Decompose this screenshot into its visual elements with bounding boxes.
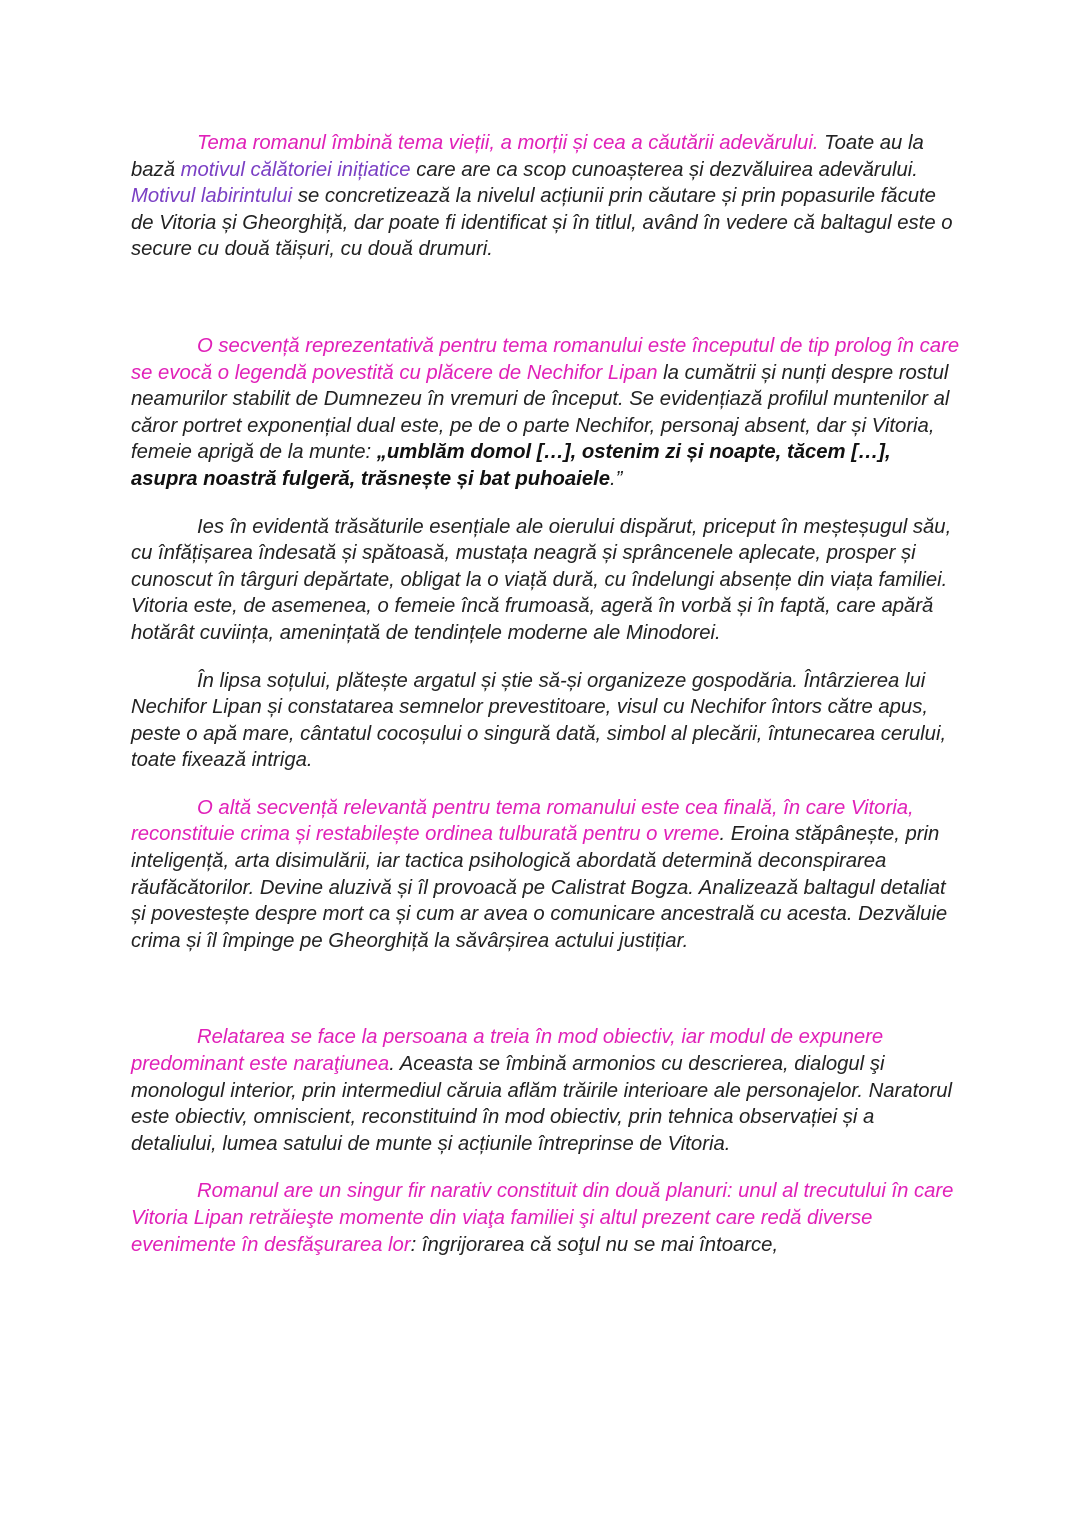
- text-span: O altă secvență relevantă pentru tema romanului este cea finală, în care Vitoria, reconstituie crima și restabilește ordinea tulburată pentru o vreme: [131, 796, 914, 846]
- paragraph-portrait: [131, 514, 961, 647]
- text-span: . Eroina stăpânește, prin inteligență, arta disimulării, iar tactica psihologică abordată determină deconspirarea răufăcătorilor. Devine aluzivă și îl provoacă pe Calistrat Bogza. Analizează baltagul detaliat și povestește despre mort ca și cum ar avea o comunicare ancestrală cu acesta. Dezvăluie crima și îl împinge pe Gheorghiță la săvârșirea actului justițiar.: [131, 823, 948, 952]
- text-span: Ies în evidentă trăsăturile esențiale ale oierului dispărut, priceput în meșteșugul său, cu înfățișarea îndesată și spătoasă, mustața neagră și sprâncenele aplecate, prosper și cunoscut în târguri depărtate, obligat la o viață dură, cu îndelungi absențe din viața familiei. Vitoria este, de asemenea, o femeie încă frumoasă, ageră în vorbă și în faptă, care apără hotărât cuviința, amenințată de tendințele moderne ale Minodorei.: [131, 515, 952, 644]
- text-span: Motivul labirintului: [131, 185, 293, 208]
- text-span: . Aceasta se îmbină armonios cu descrierea, dialogul şi monologul interior, prin intermediul căruia aflăm trăirile interioare ale personajelor. Naratorul este obiectiv, omniscient, reconstituind în mod obiectiv, prin tehnica observației și a detaliului, lumea satului de munte și acțiunile întreprinse de Vitoria.: [131, 1053, 953, 1155]
- text-span: la cumătrii și nunți despre rostul neamurilor stabilit de Dumnezeu în vremuri de început. Se evidențiază profilul muntenilor al căror portret exponențial dual este, pe de o parte Nechifor, personaj absent, dar și Vitoria, femeie aprigă de la munte:: [131, 361, 950, 464]
- text-span: O secvență reprezentativă pentru tema romanului este începutul de tip prolog în care se evocă o legendă povestită cu plăcere de Nechifor Lipan: [131, 334, 960, 384]
- paragraph-intrigue: [131, 668, 961, 774]
- text-span: .”: [610, 467, 623, 490]
- text-span: Relatarea se face la persoana a treia în mod obiectiv, iar modul de expunere predominant este naraţiunea: [131, 1026, 884, 1076]
- text-span: Toate au la bază: [131, 132, 924, 181]
- quote-span: „umblăm domol […], ostenim zi și noapte, tăcem […], asupra noastră fulgeră, trăsnește și bat puhoaiele: [131, 441, 891, 490]
- text-span: motivul călătoriei inițiatice: [180, 158, 411, 181]
- document-page: [131, 130, 961, 1258]
- paragraph-narration: [131, 1024, 961, 1157]
- text-span: Tema romanul îmbină tema vieții, a morții și cea a căutării adevărului.: [197, 132, 819, 154]
- paragraph-final-sequence: [131, 795, 961, 955]
- text-span: Romanul are un singur fir narativ constituit din două planuri: unul al trecutului în care Vitoria Lipan retrăieşte momente din viaţa familiei şi altul prezent care redă diverse evenimente în desfăşurarea lor: [131, 1180, 954, 1256]
- text-span: care are ca scop cunoașterea și dezvăluirea adevărului.: [410, 158, 918, 181]
- text-span: În lipsa soțului, plătește argatul și știe să-și organizeze gospodăria. Întârzierea lui Nechifor Lipan și constatarea semnelor prevestitoare, visul cu Nechifor întors către apus, peste o apă mare, cântatul cocoșului o singură dată, simbol al plecării, întunecarea cerului, toate fixează intriga.: [131, 669, 947, 772]
- text-span: se concretizează la nivelul acțiunii prin căutare și prin popasurile făcute de Vitoria și Gheorghiță, dar poate fi identificat și în titlul, având în vedere că baltagul este o secure cu două tăișuri, cu două drumuri.: [131, 185, 953, 261]
- paragraph-narrative-plans: [131, 1178, 961, 1258]
- paragraph-prolog-sequence: [131, 333, 961, 493]
- paragraph-theme: [131, 130, 961, 263]
- text-span: : îngrijorarea că soţul nu se mai întoarce,: [410, 1233, 779, 1256]
